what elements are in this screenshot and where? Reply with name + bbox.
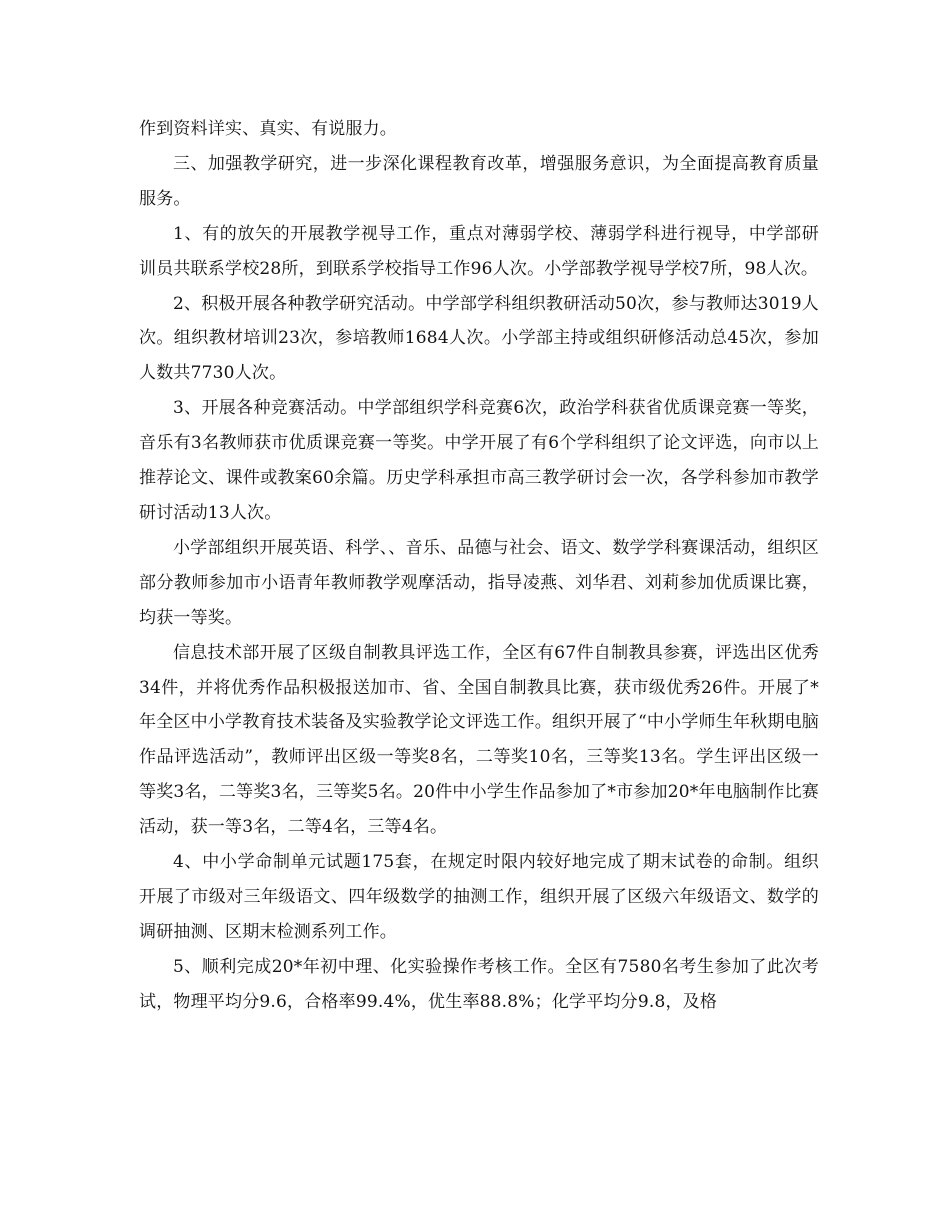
paragraph-information-technology: 信息技术部开展了区级自制教具评选工作，全区有67件自制教具参赛，评选出区优秀34件，并将优秀作品积极报送加市、省、全国自制教具比赛，获市级优秀26件。开展了*年全区中小学教育技术装备及实验教学论文评选工作。组织开展了“中小学师生年秋期电脑作品评选活动”，教师评出区级一等奖8名，二等奖10名，三等奖13名。学生评出区级一等奖3名，二等奖3名，三等奖5名。20件中小学生作品参加了*市参加20*年电脑制作比赛活动，获一等3名，二等4名，三等4名。 [139, 642, 819, 838]
paragraph-section-three-heading: 三、加强教学研究，进一步深化课程教育改革，增强服务意识，为全面提高教育质量服务。 [139, 153, 819, 209]
paragraph-item-5: 5、顺利完成20*年初中理、化实验操作考核工作。全区有7580名考生参加了此次考试，物理平均分9.6，合格率99.4%，优生率88.8%；化学平均分9.8，及格 [139, 956, 819, 1012]
paragraph-primary-school: 小学部组织开展英语、科学、、音乐、品德与社会、语文、数学学科赛课活动，组织区部分教师参加市小语青年教师教学观摩活动，指导凌燕、刘华君、刘莉参加优质课比赛，均获一等奖。 [139, 537, 819, 628]
paragraph-item-4: 4、中小学命制单元试题175套，在规定时限内较好地完成了期末试卷的命制。组织开展了市级对三年级语文、四年级数学的抽测工作，组织开展了区级六年级语文、数学的调研抽测、区期末检测系列工作。 [139, 852, 819, 942]
paragraph-item-1: 1、有的放矢的开展教学视导工作，重点对薄弱学校、薄弱学科进行视导，中学部研训员共联系学校28所，到联系学校指导工作96人次。小学部教学视导学校7所，98人次。 [139, 223, 819, 279]
paragraph-item-3: 3、开展各种竞赛活动。中学部组织学科竞赛6次，政治学科获省优质课竞赛一等奖，音乐有3名教师获市优质课竞赛一等奖。中学开展了有6个学科组织了论文评选，向市以上推荐论文、课件或教案60余篇。历史学科承担市高三教学研讨会一次，各学科参加市教学研讨活动13人次。 [139, 398, 819, 523]
paragraph-continuation: 作到资料详实、真实、有说服力。 [139, 119, 397, 139]
document-body [139, 112, 819, 1020]
paragraph-item-2: 2、积极开展各种教学研究活动。中学部学科组织教研活动50次，参与教师达3019人次。组织教材培训23次，参培教师1684人次。小学部主持或组织研修活动总45次，参加人数共7730人次。 [139, 293, 819, 384]
